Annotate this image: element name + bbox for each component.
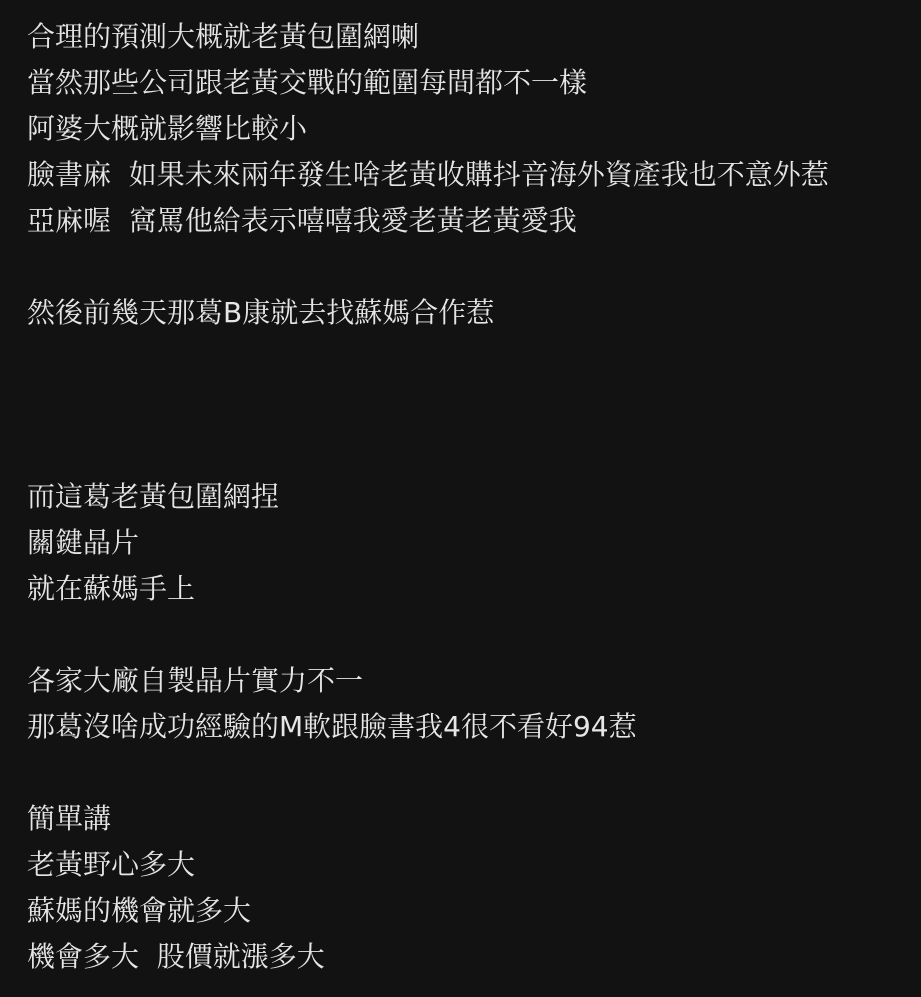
post-line: 老黃野心多大 (27, 848, 196, 881)
post-body (27, 14, 915, 980)
post-line: 然後前幾天那葛B康就去找蘇媽合作惹 (27, 296, 495, 329)
post-line: 亞麻喔 窩罵他給表示嘻嘻我愛老黃老黃愛我 (27, 204, 577, 237)
blank-line (27, 336, 915, 382)
blank-line (27, 750, 915, 796)
post-line: 蘇媽的機會就多大 (27, 894, 252, 927)
post-line: 而這葛老黃包圍網捏 (27, 480, 280, 513)
post-line: 關鍵晶片 (27, 526, 140, 559)
blank-line (27, 428, 915, 474)
post-line: 那葛沒啥成功經驗的M軟跟臉書我4很不看好94惹 (27, 710, 637, 743)
post-line: 各家大廠自製晶片實力不一 (27, 664, 364, 697)
post-line: 當然那些公司跟老黃交戰的範圍每間都不一樣 (27, 66, 588, 99)
blank-line (27, 244, 915, 290)
post-line: 合理的預測大概就老黃包圍網喇 (27, 20, 420, 53)
blank-line (27, 612, 915, 658)
post-line: 簡單講 (27, 802, 112, 835)
post-line: 就在蘇媽手上 (27, 572, 196, 605)
post-line: 阿婆大概就影響比較小 (27, 112, 308, 145)
blank-line (27, 382, 915, 428)
post-line: 機會多大 股價就漲多大 (27, 940, 325, 973)
post-line: 臉書麻 如果未來兩年發生啥老黃收購抖音海外資產我也不意外惹 (27, 158, 829, 191)
